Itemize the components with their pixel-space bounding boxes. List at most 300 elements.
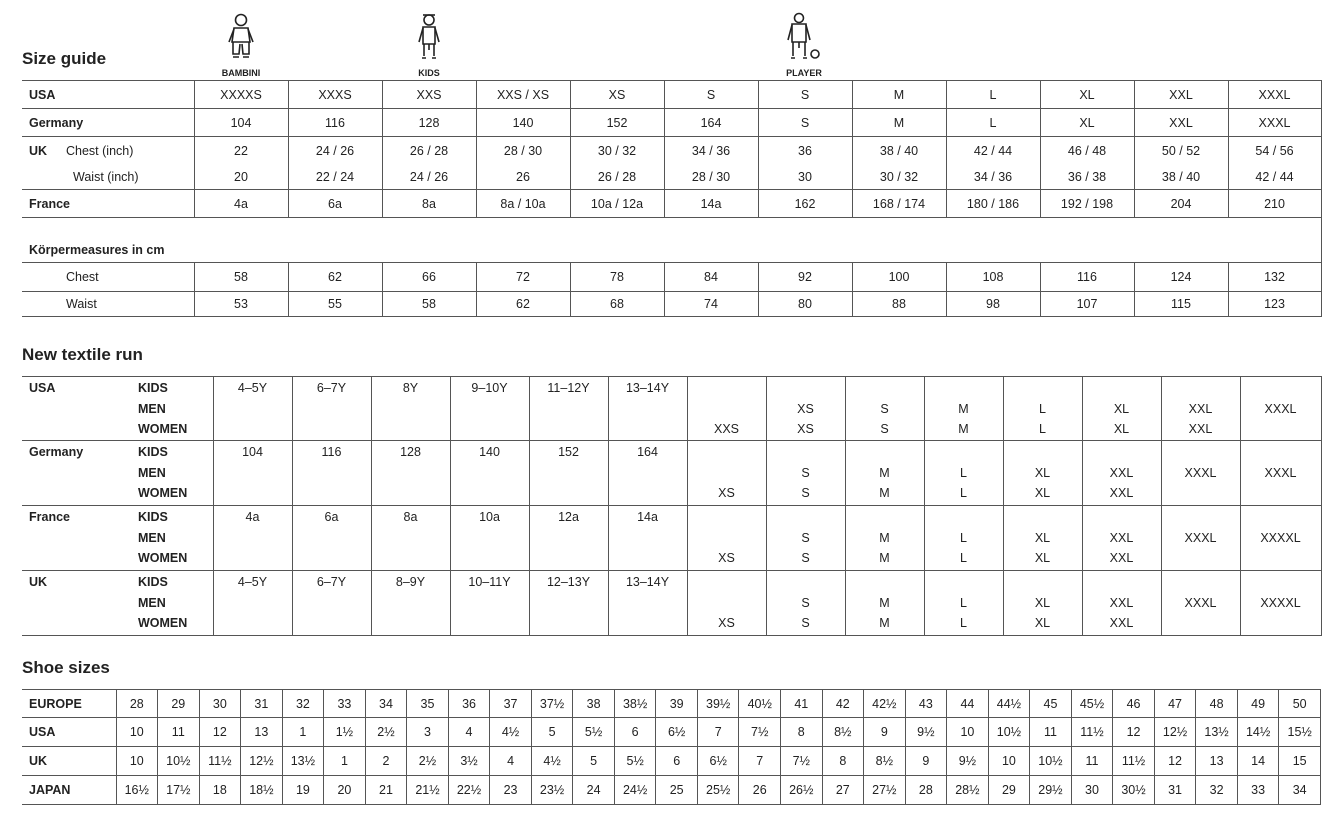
shoe-region-label: USA — [22, 718, 116, 747]
textile-group-row — [22, 377, 1321, 441]
kids-size-cell — [529, 377, 608, 441]
shoe-size-cell: 15½ — [1279, 718, 1321, 747]
body-measures-row — [22, 292, 1321, 317]
measure-label: Chest — [66, 270, 99, 284]
bambini-figure — [211, 12, 271, 78]
size-cell: 62 — [476, 292, 570, 317]
adult-size: XXL — [1109, 530, 1134, 545]
size-cell: 34 / 36 — [946, 166, 1040, 190]
kids-size: 4–5Y — [237, 575, 268, 589]
textile-group-row — [22, 571, 1321, 636]
kids-size-cell — [371, 571, 450, 636]
size-cell: 180 / 186 — [946, 190, 1040, 218]
shoe-size-cell: 4 — [448, 718, 490, 747]
size-cell: 152 — [570, 109, 664, 137]
adult-size — [925, 442, 1003, 463]
adult-size: M — [958, 422, 969, 436]
textile-table — [22, 376, 1322, 636]
adult-size — [846, 507, 924, 528]
child-figure-icon — [226, 12, 256, 62]
kids-size: 8Y — [402, 381, 419, 395]
shoe-size-cell: 11 — [1030, 718, 1072, 747]
adult-size-cell — [1082, 506, 1161, 571]
shoe-size-cell: 28 — [905, 776, 947, 805]
adult-size-cell — [1003, 506, 1082, 571]
shoe-size-row — [22, 747, 1321, 776]
shoe-size-cell: 13 — [1196, 747, 1238, 776]
category-label: KIDS — [138, 575, 168, 589]
adult-size: XL — [1034, 551, 1051, 565]
adult-size — [1162, 483, 1240, 504]
adult-size — [1004, 507, 1082, 528]
shoe-region-label: JAPAN — [22, 776, 116, 805]
size-cell: 204 — [1134, 190, 1228, 218]
shoe-size-cell: 28 — [116, 690, 158, 718]
size-guide-row — [22, 81, 1321, 109]
shoe-size-cell: 37½ — [531, 690, 573, 718]
size-cell: 68 — [570, 292, 664, 317]
adult-size: S — [880, 422, 889, 436]
size-cell: 26 / 28 — [382, 137, 476, 166]
size-cell: 42 / 44 — [1228, 166, 1321, 190]
kids-size: 116 — [321, 445, 342, 459]
adult-size — [767, 507, 845, 528]
shoe-size-cell: 2½ — [365, 718, 407, 747]
adult-size — [1004, 378, 1082, 399]
adult-size: M — [879, 616, 890, 630]
shoe-size-cell: 10 — [116, 718, 158, 747]
kids-label: KIDS — [418, 68, 440, 78]
size-cell: 58 — [194, 263, 288, 292]
size-cell: 98 — [946, 292, 1040, 317]
measure-label: Waist — [66, 297, 97, 311]
adult-size — [1162, 442, 1240, 463]
size-cell: 116 — [288, 109, 382, 137]
size-cell: XXXS — [288, 81, 382, 109]
size-cell: 24 / 26 — [382, 166, 476, 190]
adult-size-cell — [845, 377, 924, 441]
shoe-size-cell: 49 — [1237, 690, 1279, 718]
adult-size — [1241, 419, 1321, 440]
shoe-size-cell: 34 — [365, 690, 407, 718]
shoe-size-cell: 8 — [781, 718, 823, 747]
adult-size: XXXXL — [1260, 595, 1301, 610]
size-guide-row — [22, 137, 1321, 166]
adult-size: XS — [718, 616, 735, 630]
kids-figure — [399, 12, 459, 78]
adult-size — [1162, 378, 1240, 399]
size-cell: 28 / 30 — [476, 137, 570, 166]
shoe-size-cell: 9 — [864, 718, 906, 747]
shoe-size-cell: 25½ — [697, 776, 739, 805]
shoe-region-label: UK — [22, 747, 116, 776]
shoe-size-cell: 5½ — [614, 747, 656, 776]
adult-size-cell — [1003, 377, 1082, 441]
shoe-size-cell: 12½ — [241, 747, 283, 776]
shoe-size-cell: 45½ — [1071, 690, 1113, 718]
shoe-size-cell: 1 — [282, 718, 324, 747]
shoe-size-cell: 9½ — [947, 747, 989, 776]
size-cell: 66 — [382, 263, 476, 292]
shoe-size-cell: 6½ — [697, 747, 739, 776]
adult-size: XL — [1034, 486, 1051, 500]
country-label: USA — [29, 381, 56, 395]
shoe-size-cell: 26½ — [781, 776, 823, 805]
adult-size: S — [801, 486, 810, 500]
shoe-sizes-table — [22, 689, 1321, 805]
adult-size-cell — [687, 571, 766, 636]
size-cell: 192 / 198 — [1040, 190, 1134, 218]
size-cell: 116 — [1040, 263, 1134, 292]
shoe-size-cell: 30 — [199, 690, 241, 718]
size-cell: 108 — [946, 263, 1040, 292]
kids-size: 10a — [479, 510, 500, 524]
size-cell: XXXXS — [194, 81, 288, 109]
adult-size: M — [879, 465, 890, 480]
adult-size — [846, 378, 924, 399]
size-guide-title: Size guide — [22, 49, 107, 68]
shoe-size-cell: 17½ — [158, 776, 200, 805]
shoe-size-cell: 5 — [573, 747, 615, 776]
kids-size-cell — [292, 377, 371, 441]
size-cell: 123 — [1228, 292, 1321, 317]
country-label: Germany — [29, 445, 84, 459]
shoe-size-cell: 5 — [531, 718, 573, 747]
shoe-sizes-title: Shoe sizes — [22, 658, 110, 677]
size-cell: 62 — [288, 263, 382, 292]
adult-size-cell — [924, 506, 1003, 571]
adult-size: L — [960, 616, 967, 630]
kids-size-cell — [213, 377, 292, 441]
shoe-size-cell: 42 — [822, 690, 864, 718]
adult-size: XXXXL — [1260, 530, 1301, 545]
shoe-size-cell: 7½ — [739, 718, 781, 747]
kids-size: 140 — [479, 445, 500, 459]
kids-size: 152 — [558, 445, 579, 459]
shoe-size-cell: 24½ — [614, 776, 656, 805]
size-cell: 46 / 48 — [1040, 137, 1134, 166]
category-label: MEN — [138, 595, 166, 610]
adult-size: XS — [718, 486, 735, 500]
adult-size-cell — [924, 571, 1003, 636]
shoe-size-cell: 12 — [1113, 718, 1155, 747]
adult-size — [925, 378, 1003, 399]
measure-label: Waist (inch) — [73, 170, 139, 185]
adult-size — [1241, 378, 1321, 399]
kids-size-cell — [529, 441, 608, 506]
adult-size — [1162, 548, 1240, 569]
shoe-size-cell: 29½ — [1030, 776, 1072, 805]
adult-size — [1083, 572, 1161, 593]
size-cell: XXS / XS — [476, 81, 570, 109]
shoe-size-cell: 11½ — [1113, 747, 1155, 776]
textile-category-labels — [131, 441, 213, 506]
shoe-size-cell: 46 — [1113, 690, 1155, 718]
adult-size — [1083, 507, 1161, 528]
size-cell: 128 — [382, 109, 476, 137]
kids-size-cell — [450, 441, 529, 506]
size-cell: 38 / 40 — [852, 137, 946, 166]
adult-size: L — [960, 486, 967, 500]
size-cell: 92 — [758, 263, 852, 292]
shoe-size-cell: 35 — [407, 690, 449, 718]
adult-size: XL — [1113, 422, 1130, 436]
shoe-size-cell: 31 — [1154, 776, 1196, 805]
shoe-size-cell: 18½ — [241, 776, 283, 805]
shoe-size-cell: 36 — [448, 690, 490, 718]
size-cell: XS — [570, 81, 664, 109]
kids-size: 8–9Y — [395, 575, 426, 589]
adult-size: M — [879, 486, 890, 500]
size-cell: XL — [1040, 109, 1134, 137]
adult-size: XS — [718, 551, 735, 565]
adult-size: XXL — [1109, 595, 1134, 610]
adult-size: XL — [1034, 465, 1051, 480]
size-cell: 84 — [664, 263, 758, 292]
adult-size — [1004, 572, 1082, 593]
adult-size: XXXL — [1184, 465, 1217, 480]
shoe-size-cell: 3 — [407, 718, 449, 747]
kids-size: 14a — [637, 510, 658, 524]
adult-size: XL — [1034, 530, 1051, 545]
adult-size: XXL — [1188, 422, 1213, 436]
adult-size-cell — [1003, 441, 1082, 506]
kids-size: 6a — [324, 510, 339, 524]
adult-size-cell — [1082, 441, 1161, 506]
adult-size-cell — [845, 506, 924, 571]
adult-size — [688, 507, 766, 528]
adult-size-cell — [687, 441, 766, 506]
body-measures-title: Körpermeasures in cm — [29, 243, 165, 257]
shoe-size-cell: 5½ — [573, 718, 615, 747]
shoe-size-cell: 12 — [1154, 747, 1196, 776]
shoe-size-cell: 4½ — [531, 747, 573, 776]
adult-size: XXXL — [1184, 530, 1217, 545]
country-label: France — [29, 196, 70, 211]
shoe-region-label: EUROPE — [22, 690, 116, 718]
kids-size: 104 — [242, 445, 263, 459]
category-label: KIDS — [138, 445, 168, 459]
kids-size-cell — [608, 377, 687, 441]
adult-size — [1083, 442, 1161, 463]
kids-size-cell — [292, 571, 371, 636]
shoe-size-row — [22, 776, 1321, 805]
textile-group-row — [22, 506, 1321, 571]
adult-size: L — [960, 465, 967, 480]
kids-size-cell — [450, 571, 529, 636]
adult-size-cell — [1240, 506, 1321, 571]
size-cell: 42 / 44 — [946, 137, 1040, 166]
adult-size — [1162, 613, 1240, 634]
size-guide-row — [22, 190, 1321, 218]
shoe-size-cell: 12 — [199, 718, 241, 747]
adult-size: XS — [797, 401, 814, 416]
kids-size-cell — [292, 506, 371, 571]
adult-size — [1241, 507, 1321, 528]
adult-size-cell — [1240, 377, 1321, 441]
size-cell: 10a / 12a — [570, 190, 664, 218]
body-measures-label — [22, 263, 194, 292]
shoe-size-cell: 33 — [324, 690, 366, 718]
size-guide-row-label — [22, 109, 194, 137]
size-cell: 104 — [194, 109, 288, 137]
shoe-size-cell: 3½ — [448, 747, 490, 776]
kids-size: 10–11Y — [468, 575, 511, 589]
adult-size: S — [801, 530, 810, 545]
shoe-size-cell: 47 — [1154, 690, 1196, 718]
size-cell: 162 — [758, 190, 852, 218]
shoe-size-cell: 10½ — [1030, 747, 1072, 776]
adult-size — [1083, 378, 1161, 399]
size-cell: 74 — [664, 292, 758, 317]
adult-size-cell — [766, 506, 845, 571]
size-guide-row — [22, 109, 1321, 137]
adult-size-cell — [1161, 506, 1240, 571]
country-label: France — [29, 510, 70, 524]
size-cell: S — [664, 81, 758, 109]
textile-country-label — [22, 506, 131, 571]
size-cell: S — [758, 81, 852, 109]
shoe-size-cell: 28½ — [947, 776, 989, 805]
adult-size-cell — [766, 441, 845, 506]
adult-size — [925, 572, 1003, 593]
shoe-size-cell: 25 — [656, 776, 698, 805]
shoe-size-cell: 21½ — [407, 776, 449, 805]
size-cell: 34 / 36 — [664, 137, 758, 166]
adult-size: XL — [1034, 595, 1051, 610]
size-cell: 58 — [382, 292, 476, 317]
size-guide-row — [22, 166, 1321, 190]
size-cell: 14a — [664, 190, 758, 218]
shoe-size-cell: 10 — [988, 747, 1030, 776]
size-cell: 6a — [288, 190, 382, 218]
adult-size-cell — [1161, 441, 1240, 506]
kids-size-cell — [371, 506, 450, 571]
adult-size: L — [960, 551, 967, 565]
shoe-size-cell: 33 — [1237, 776, 1279, 805]
kids-size: 6–7Y — [316, 381, 347, 395]
size-cell: XL — [1040, 81, 1134, 109]
adult-size: S — [801, 465, 810, 480]
size-cell: 8a — [382, 190, 476, 218]
shoe-size-cell: 45 — [1030, 690, 1072, 718]
category-label: WOMEN — [138, 616, 188, 630]
shoe-size-cell: 18 — [199, 776, 241, 805]
adult-size — [688, 528, 766, 549]
shoe-size-cell: 30½ — [1113, 776, 1155, 805]
size-cell: 53 — [194, 292, 288, 317]
adult-size: S — [801, 616, 810, 630]
size-guide-row-label — [22, 166, 194, 190]
size-guide-row-label — [22, 81, 194, 109]
shoe-size-cell: 44 — [947, 690, 989, 718]
size-cell: 50 / 52 — [1134, 137, 1228, 166]
size-cell: 30 / 32 — [570, 137, 664, 166]
adult-size: XXL — [1109, 551, 1134, 565]
country-label: USA — [29, 87, 56, 102]
size-cell: 80 — [758, 292, 852, 317]
shoe-size-cell: 4½ — [490, 718, 532, 747]
shoe-size-cell: 30 — [1071, 776, 1113, 805]
shoe-size-cell: 32 — [1196, 776, 1238, 805]
shoe-size-cell: 23 — [490, 776, 532, 805]
adult-size-cell — [1161, 377, 1240, 441]
adult-size-cell — [687, 506, 766, 571]
shoe-size-cell: 40½ — [739, 690, 781, 718]
size-guide-row-label — [22, 137, 194, 166]
kids-size: 8a — [403, 510, 418, 524]
textile-category-labels — [131, 571, 213, 636]
shoe-size-cell: 2½ — [407, 747, 449, 776]
textile-country-label — [22, 571, 131, 636]
kids-size: 128 — [400, 445, 421, 459]
size-cell: 140 — [476, 109, 570, 137]
shoe-size-cell: 2 — [365, 747, 407, 776]
textile-title: New textile run — [22, 345, 143, 364]
adult-size: M — [879, 551, 890, 565]
size-cell: 36 / 38 — [1040, 166, 1134, 190]
shoe-size-cell: 24 — [573, 776, 615, 805]
kids-size: 12–13Y — [546, 575, 591, 589]
kids-size-cell — [213, 506, 292, 571]
shoe-size-cell: 4 — [490, 747, 532, 776]
size-guide-row-label — [22, 190, 194, 218]
kids-size-cell — [371, 441, 450, 506]
kid-figure-icon — [414, 12, 444, 62]
size-cell: XXXL — [1228, 81, 1321, 109]
shoe-size-cell: 9½ — [905, 718, 947, 747]
shoe-size-cell: 8½ — [822, 718, 864, 747]
adult-size-cell — [845, 571, 924, 636]
shoe-size-cell: 11½ — [1071, 718, 1113, 747]
adult-size-cell — [845, 441, 924, 506]
kids-size-cell — [213, 571, 292, 636]
shoe-size-cell: 10½ — [158, 747, 200, 776]
adult-size-cell — [766, 571, 845, 636]
category-label: WOMEN — [138, 551, 188, 565]
shoe-size-cell: 32 — [282, 690, 324, 718]
shoe-size-cell: 1½ — [324, 718, 366, 747]
size-cell: 55 — [288, 292, 382, 317]
adult-size: XXXL — [1264, 465, 1297, 480]
adult-size — [846, 442, 924, 463]
adult-size: L — [960, 595, 967, 610]
shoe-size-cell: 26 — [739, 776, 781, 805]
kids-size-cell — [450, 506, 529, 571]
adult-size-cell — [1082, 571, 1161, 636]
shoe-size-cell: 6 — [614, 718, 656, 747]
category-label: KIDS — [138, 381, 168, 395]
shoe-size-cell: 38 — [573, 690, 615, 718]
size-cell: 26 / 28 — [570, 166, 664, 190]
adult-size-cell — [766, 377, 845, 441]
shoe-size-row — [22, 718, 1321, 747]
adult-size: M — [879, 595, 890, 610]
shoe-size-cell: 48 — [1196, 690, 1238, 718]
shoe-size-cell: 42½ — [864, 690, 906, 718]
shoe-size-cell: 31 — [241, 690, 283, 718]
shoe-size-cell: 39 — [656, 690, 698, 718]
adult-size — [688, 378, 766, 399]
textile-category-labels — [131, 506, 213, 571]
adult-size: XXL — [1109, 616, 1134, 630]
adult-size: XXL — [1109, 465, 1134, 480]
shoe-size-cell: 8 — [822, 747, 864, 776]
size-cell: L — [946, 81, 1040, 109]
shoe-size-cell: 12½ — [1154, 718, 1196, 747]
kids-size: 4a — [245, 510, 260, 524]
shoe-size-cell: 19 — [282, 776, 324, 805]
